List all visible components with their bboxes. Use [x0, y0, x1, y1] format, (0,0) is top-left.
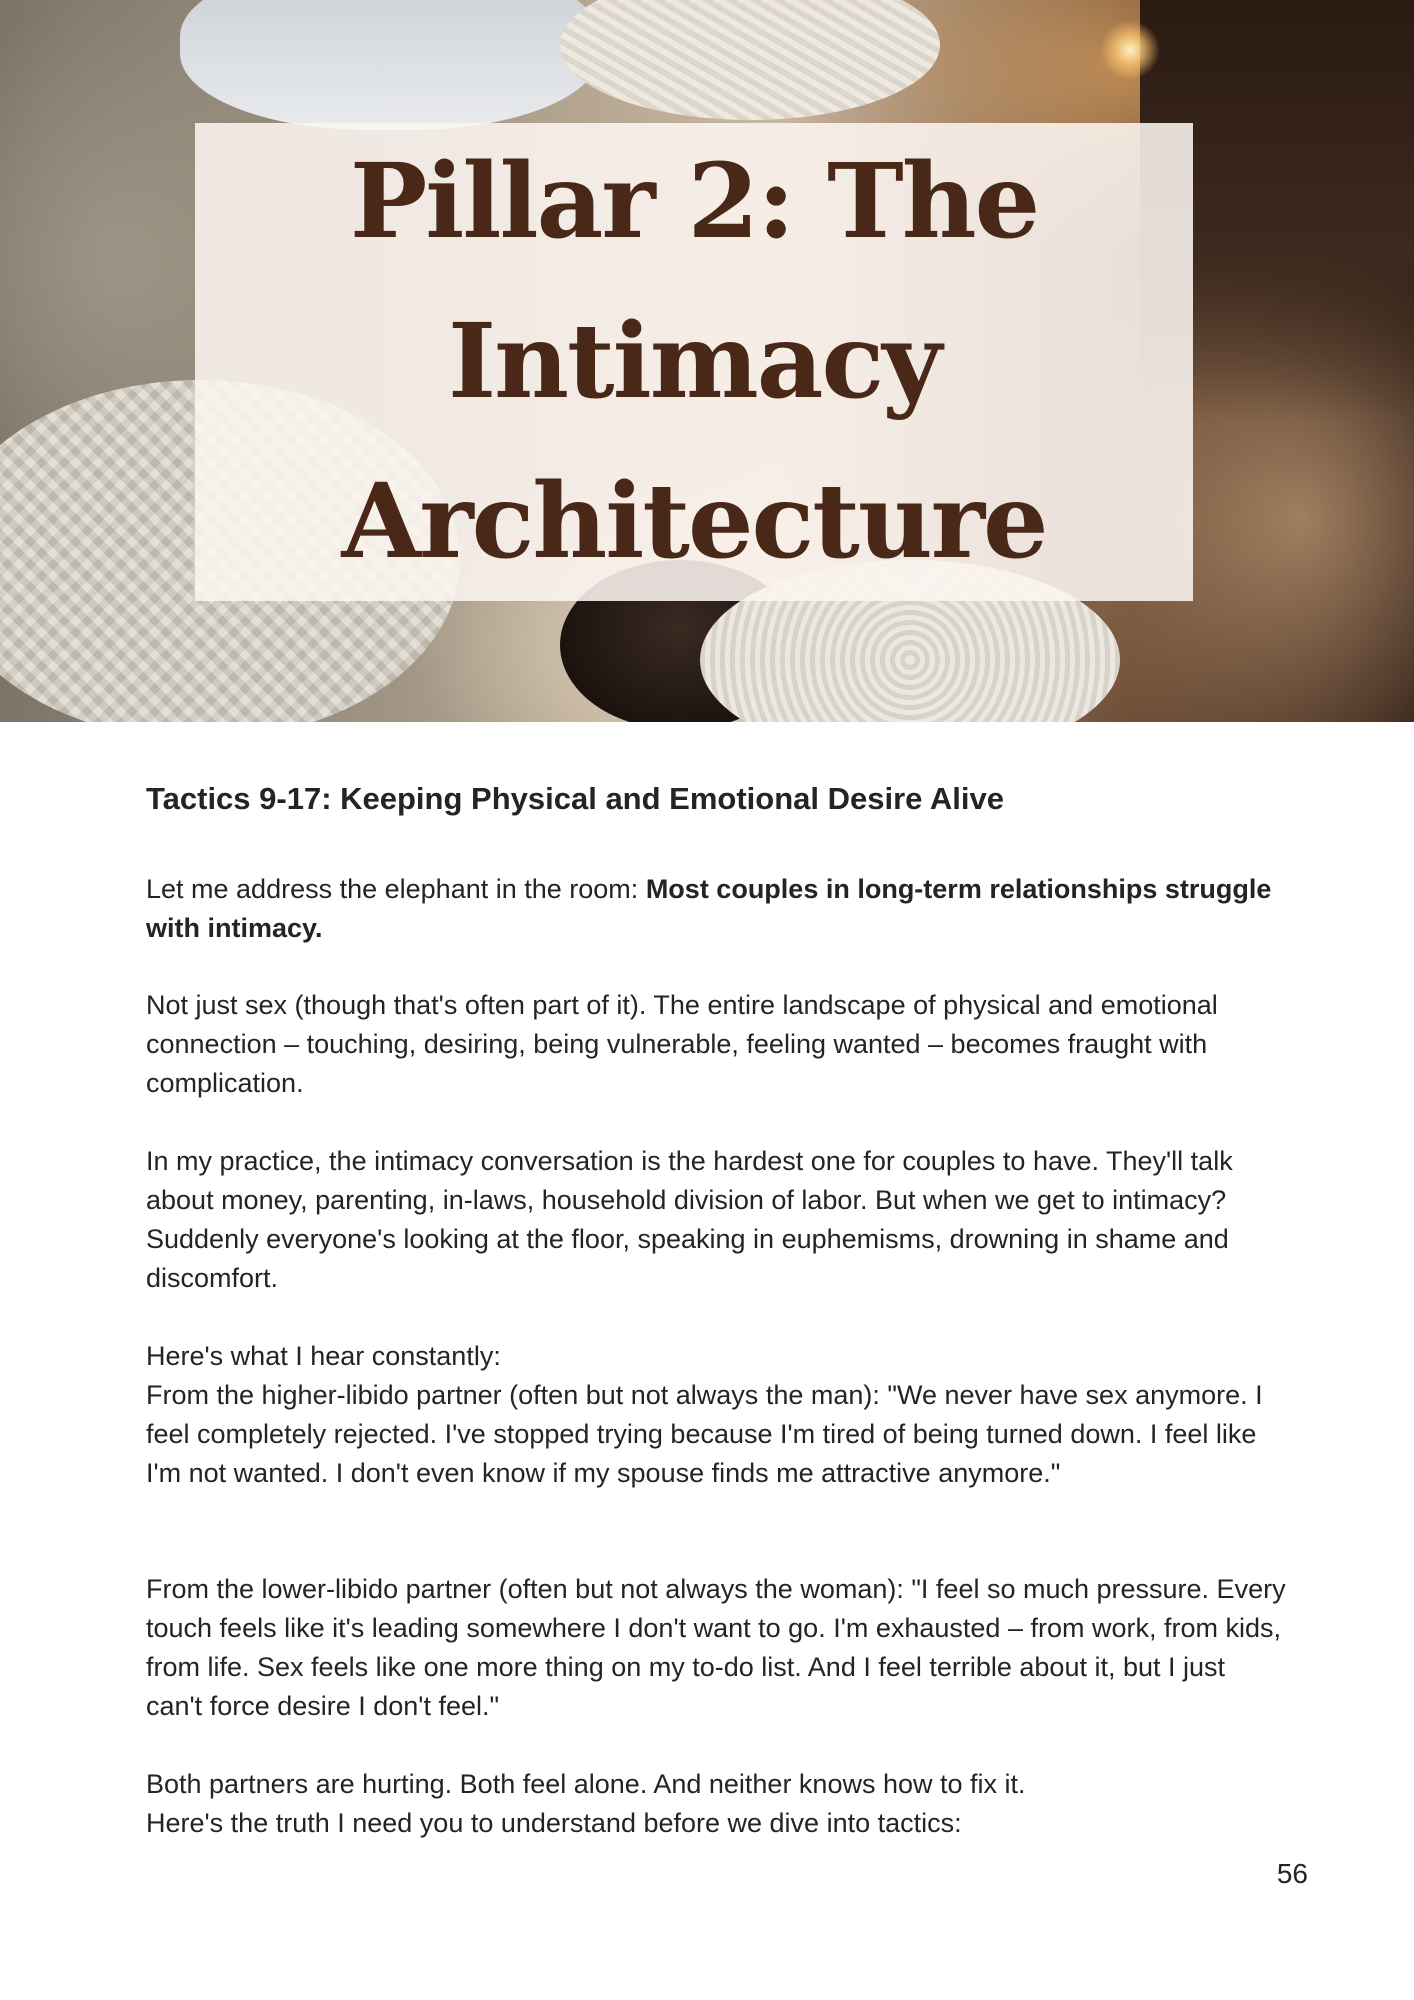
paragraph-practice: In my practice, the intimacy conversation is the hardest one for couples to have. They'll talk about money, parenting, in-laws, household division of labor. But when we get to intimacy? Suddenly everyone's looking at the floor, speaking in euphemisms, drowning in shame and discomfort.: [146, 1146, 1233, 1293]
paragraph-intro: [146, 870, 1286, 948]
knit-sweater-shape: [560, 0, 940, 120]
paragraph-lower-libido: From the lower-libido partner (often but not always the woman): "I feel so much pressure. Every touch feels like it's leading somewhere I don't want to go. I'm exhausted – from work, from kids, from life. Sex feels like one more thing on my to-do list. And I feel terrible about it, but I just can't force desire I don't feel.": [146, 1574, 1286, 1721]
paragraph-truth-line: Here's the truth I need you to understand before we dive into tactics:: [146, 1808, 962, 1838]
paragraph-intro-lead: Let me address the elephant in the room:: [146, 874, 646, 904]
paragraph-higher-libido-quote: From the higher-libido partner (often but not always the man): "We never have sex anymore. I feel completely rejected. I've stopped trying because I'm tired of being turned down. I feel like I'm not wanted. I don't even know if my spouse finds me attractive anymore.": [146, 1380, 1263, 1488]
page-number: 56: [1276, 1858, 1308, 1889]
paragraph-higher-libido: [146, 1337, 1286, 1493]
title-panel: [195, 123, 1193, 601]
section-subheading: Tactics 9-17: Keeping Physical and Emotional Desire Alive: [146, 781, 1004, 816]
fairy-light-glow: [1100, 20, 1160, 80]
bedsheet-shape: [180, 0, 600, 130]
page-title: Pillar 2: The Intimacy Architecture: [341, 141, 1047, 582]
hero-photo: [0, 0, 1414, 722]
paragraph-both-hurting-line: Both partners are hurting. Both feel alone. And neither knows how to fix it.: [146, 1769, 1026, 1799]
paragraph-intro-emphasis: Most couples in long-term relationships struggle with intimacy.: [146, 874, 1272, 943]
body-content: [146, 780, 1286, 1838]
paragraph-both-hurting: [146, 1765, 1286, 1843]
paragraph-hear-constantly: Here's what I hear constantly:: [146, 1341, 501, 1371]
paragraph-not-just-sex: Not just sex (though that's often part of it). The entire landscape of physical and emotional connection – touching, desiring, being vulnerable, feeling wanted – becomes fraught with complication.: [146, 990, 1218, 1098]
